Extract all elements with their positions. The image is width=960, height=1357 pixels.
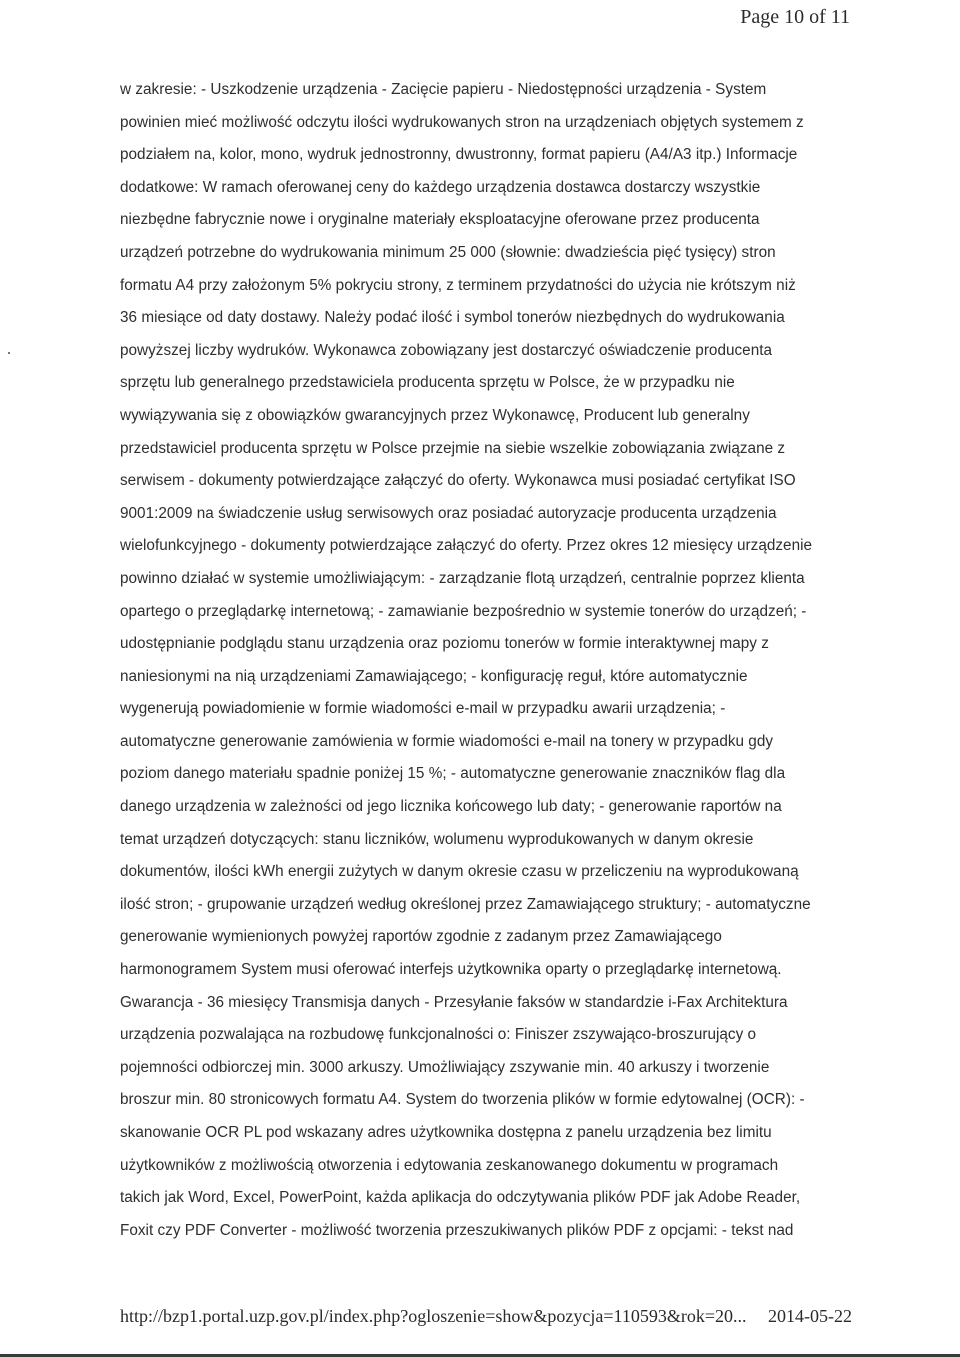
text-line: dodatkowe: W ramach oferowanej ceny do każdego urządzenia dostawca dostarczy wszystkie xyxy=(120,178,761,196)
text-line: serwisem - dokumenty potwierdzające załączyć do oferty. Wykonawca musi posiadać certyfikat ISO xyxy=(120,472,796,490)
text-line: dokumentów, ilości kWh energii zużytych w danym okresie czasu w przeliczeniu na wyprodukowaną xyxy=(120,863,799,881)
text-line: skanowanie OCR PL pod wskazany adres użytkownika dostępna z panelu urządzenia bez limitu xyxy=(120,1124,772,1141)
text-line: urządzeń potrzebne do wydrukowania minimum 25 000 (słownie: dwadzieścia pięć tysięcy) stron xyxy=(120,243,776,261)
text-line: powyższej liczby wydruków. Wykonawca zobowiązany jest dostarczyć oświadczenie producenta xyxy=(120,341,773,359)
text-line: generowanie wymienionych powyżej raportów zgodnie z zadanym przez Zamawiającego xyxy=(120,928,722,946)
text-line: w zakresie: - Uszkodzenie urządzenia - Zacięcie papieru - Niedostępności urządzenia - System xyxy=(120,81,767,98)
text-line: harmonogramem System musi oferować interfejs użytkownika oparty o przeglądarkę internetową. xyxy=(120,961,782,979)
text-line: danego urządzenia w zależności od jego licznika końcowego lub daty; - generowanie raportów na xyxy=(120,798,782,816)
text-line: powinno działać w systemie umożliwiającym: - zarządzanie flotą urządzeń, centralnie poprzez klienta xyxy=(120,569,805,587)
text-line: podziałem na, kolor, mono, wydruk jednostronny, dwustronny, format papieru (A4/A3 itp.) Informacje xyxy=(120,146,798,164)
text-line: użytkowników z możliwością otworzenia i edytowania zeskanowanego dokumentu w programach xyxy=(120,1156,779,1174)
text-line: wygenerują powiadomienie w formie wiadomości e-mail w przypadku awarii urządzenia; - xyxy=(120,700,726,718)
text-line: automatyczne generowanie zamówienia w formie wiadomości e-mail na tonery w przypadku gdy xyxy=(120,732,774,750)
text-line: urządzenia pozwalająca na rozbudowę funkcjonalności o: Finiszer zszywająco-broszurujący o xyxy=(120,1026,757,1044)
text-line: Gwarancja - 36 miesięcy Transmisja danych - Przesyłanie faksów w standardzie i-Fax Architektura xyxy=(120,993,788,1011)
text-line: formatu A4 przy założonym 5% pokryciu strony, z terminem przydatności do użycia nie krótszym niż xyxy=(120,276,796,294)
text-line: temat urządzeń dotyczących: stanu liczników, wolumenu wyprodukowanych w danym okresie xyxy=(120,830,754,848)
text-line: poziom danego materiału spadnie poniżej 15 %; - automatyczne generowanie znaczników flag dla xyxy=(120,765,786,783)
text-line: wywiązywania się z obowiązków gwarancyjnych przez Wykonawcę, Producent lub generalny xyxy=(120,406,750,424)
text-line: broszur min. 80 stronicowych formatu A4. System do tworzenia plików w formie edytowalnej (OCR): - xyxy=(120,1091,805,1109)
text-line: ilość stron; - grupowanie urządzeń według określonej przez Zamawiającego struktury; - automatyczne xyxy=(120,895,811,913)
text-line: wielofunkcyjnego - dokumenty potwierdzające załączyć do oferty. Przez okres 12 miesięcy urządzenie xyxy=(120,537,813,555)
text-line: 36 miesiące od daty dostawy. Należy podać ilość i symbol tonerów niezbędnych do wydrukowania xyxy=(120,309,785,327)
text-line: Foxit czy PDF Converter - możliwość tworzenia przeszukiwanych plików PDF z opcjami: - tekst nad xyxy=(120,1221,794,1239)
text-line: niezbędne fabrycznie nowe i oryginalne materiały eksploatacyjne oferowane przez producenta xyxy=(120,211,760,229)
page-number: Page 10 of 11 xyxy=(740,6,850,28)
text-line: 9001:2009 na świadczenie usług serwisowych oraz posiadać autoryzacje producenta urządzenia xyxy=(120,504,777,522)
text-line: takich jak Word, Excel, PowerPoint, każda aplikacja do odczytywania plików PDF jak Adobe Reader, xyxy=(120,1189,801,1207)
text-line: sprzętu lub generalnego przedstawiciela producenta sprzętu w Polsce, że w przypadku nie xyxy=(120,374,735,392)
document-body xyxy=(120,74,842,1247)
footer-url[interactable]: http://bzp1.portal.uzp.gov.pl/index.php?ogloszenie=show&pozycja=110593&rok=20... xyxy=(120,1306,747,1326)
text-line: naniesionymi na nią urządzeniami Zamawiającego; - konfigurację reguł, które automatycznie xyxy=(120,667,748,685)
text-line: pojemności odbiorczej min. 3000 arkuszy. Umożliwiający zszywanie min. 40 arkuszy i tworzenie xyxy=(120,1058,770,1076)
footer-date: 2014-05-22 xyxy=(768,1306,852,1326)
text-line: udostępnianie podglądu stanu urządzenia oraz poziomu tonerów w formie interaktywnej mapy z xyxy=(120,635,769,653)
text-line: przedstawiciel producenta sprzętu w Polsce przejmie na siebie wszelkie zobowiązania związane z xyxy=(120,439,786,457)
text-line: powinien mieć możliwość odczytu ilości wydrukowanych stron na urządzeniach objętych systemem z xyxy=(120,113,804,131)
text-line: opartego o przeglądarkę internetową; - zamawianie bezpośrednio w systemie tonerów do urządzeń; - xyxy=(120,602,807,620)
scan-speck xyxy=(8,352,10,354)
